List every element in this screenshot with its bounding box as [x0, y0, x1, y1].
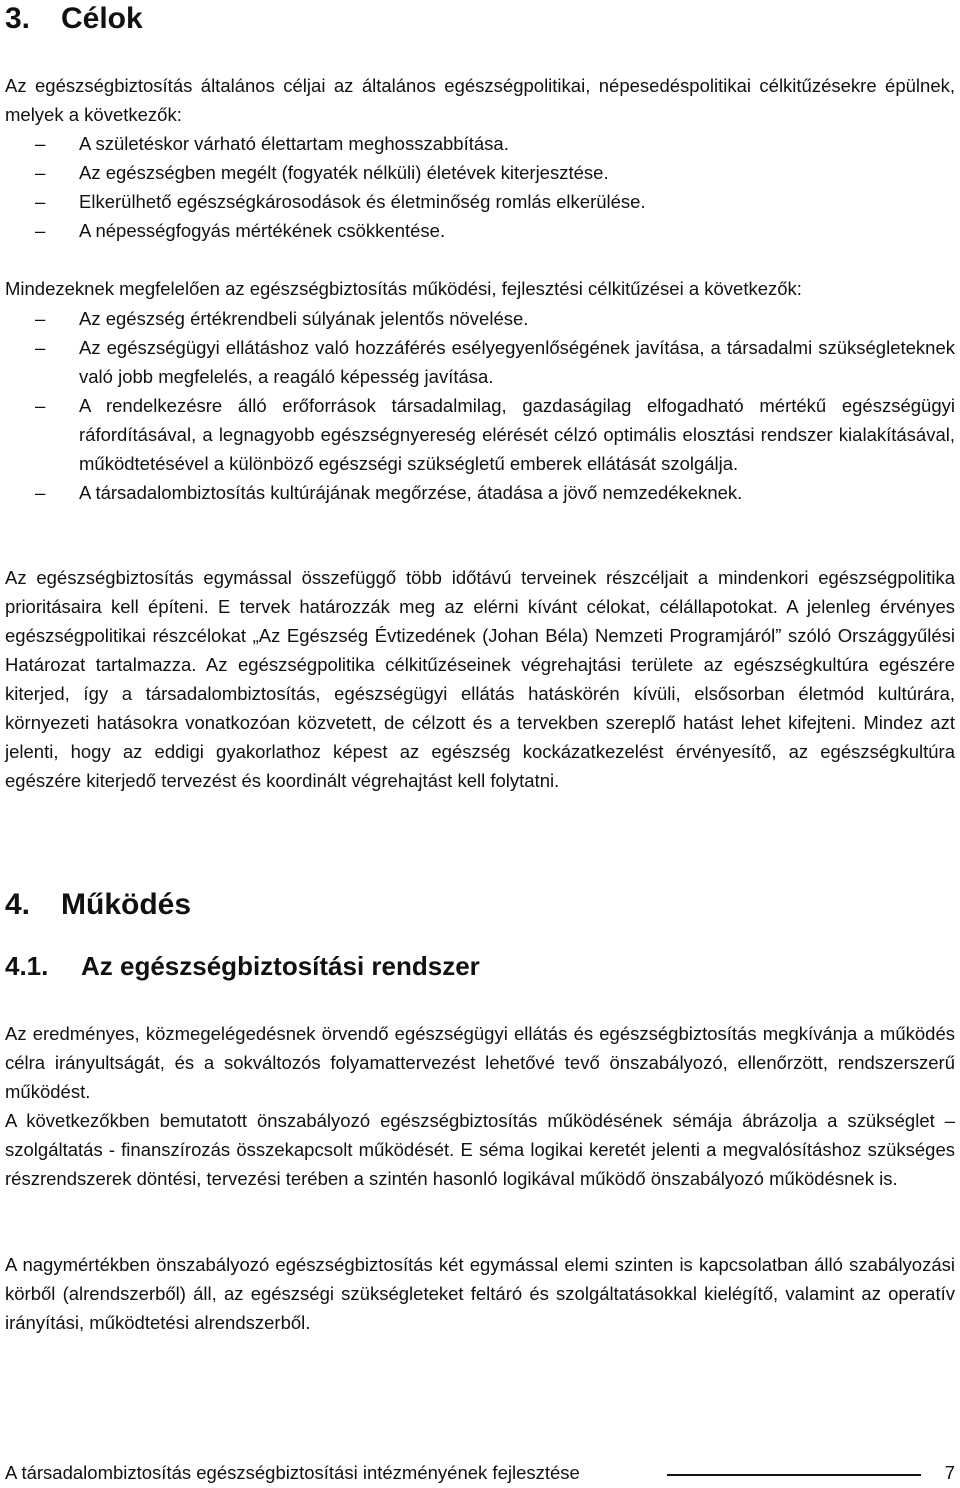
- dash-bullet: –: [35, 162, 46, 183]
- section-title: Az egészségbiztosítási rendszer: [81, 951, 480, 981]
- section-number: 4.: [5, 888, 31, 921]
- list-item: – Az egészségügyi ellátáshoz való hozzáférés esélyegyenlőségének javítása, a társadalmi szükségleteknek való jobb megfelelés, a reagáló képesség javítása.: [5, 333, 955, 391]
- policy-paragraph: Az egészségbiztosítás egymással összefüggő több időtávú terveinek részcéljait a mindenkori egészségpolitika prioritásaira kell építeni. E tervek határozzák meg az elérni kívánt célokat, célállapotokat. A jelenleg érvényes egészségpolitikai részcélokat „Az Egészség Évtizedének (Johan Béla) Nemzeti Programjáról” szóló Országgyűlési Határozat tartalmazza. Az egészségpolitika célkitűzéseinek végrehajtási területe az egészségkultúra egészére kiterjed, így a társadalombiztosítás, egészségügyi ellátás hatáskörén kívüli, elsősorban életmód kultúrára, környezeti hatásokra vonatkozóan közvetett, de célzott és a tervekben szereplő hatást lehet kifejteni. Mindez azt jelenti, hogy az eddigi gyakorlathoz képest az egészség kockázatkezelést érvényesítő, az egészségkultúra egészére kiterjedő tervezést és koordinált végrehajtást kell folytatni.: [5, 567, 955, 791]
- list-item: – A népességfogyás mértékének csökkentése.: [5, 216, 955, 245]
- footer-title: A társadalombiztosítás egészségbiztosítási intézményének fejlesztése: [5, 1462, 580, 1483]
- goals-list: [5, 129, 955, 245]
- list-item: – A rendelkezésre álló erőforrások társadalmilag, gazdaságilag elfogadható mértékű egészségügyi ráfordításával, a legnagyobb egészségnyereség elérését célzó optimális elosztási rendszer kialakításával, működtetésével a különböző egészségi szükségletű emberek ellátását szolgálja.: [5, 391, 955, 478]
- page-footer: [5, 1458, 955, 1488]
- section-title: Célok: [61, 2, 143, 35]
- dash-bullet: –: [35, 482, 46, 503]
- list-item: – Az egészségben megélt (fogyaték nélküli) életévek kiterjesztése.: [5, 158, 955, 187]
- paragraph-4-1-c: A nagymértékben önszabályozó egészségbiztosítás két egymással elemi szinten is kapcsolatban álló szabályozási körből (alrendszerből) áll, az egészségi szükségleteket feltáró és szolgáltatásokkal kielégítő, valamint az operatív irányítási, működtetési alrendszerből.: [5, 1254, 955, 1333]
- dash-bullet: –: [35, 133, 46, 154]
- footer-rule: [667, 1474, 921, 1476]
- section-3-heading: [5, 2, 143, 36]
- intro-paragraph: Az egészségbiztosítás általános céljai az általános egészségpolitikai, népesedéspolitikai célkitűzésekre épülnek, melyek a következők:: [5, 75, 955, 125]
- objectives-list: [5, 304, 955, 507]
- dash-bullet: –: [35, 220, 46, 241]
- section-number: 3.: [5, 2, 31, 35]
- section-4-1-heading: [5, 951, 480, 982]
- section-number: 4.1.: [5, 951, 49, 981]
- dash-bullet: –: [35, 395, 46, 416]
- objectives-intro: Mindezeknek megfelelően az egészségbiztosítás működési, fejlesztési célkitűzései a következők:: [5, 278, 802, 299]
- dash-bullet: –: [35, 308, 46, 329]
- list-item: – Az egészség értékrendbeli súlyának jelentős növelése.: [5, 304, 955, 333]
- list-item: – Elkerülhető egészségkárosodások és életminőség romlás elkerülése.: [5, 187, 955, 216]
- dash-bullet: –: [35, 191, 46, 212]
- dash-bullet: –: [35, 337, 46, 358]
- list-item: – A társadalombiztosítás kultúrájának megőrzése, átadása a jövő nemzedékeknek.: [5, 478, 955, 507]
- list-item: – A születéskor várható élettartam meghosszabbítása.: [5, 129, 955, 158]
- section-4-heading: [5, 888, 191, 922]
- paragraph-4-1-b: A következőkben bemutatott önszabályozó egészségbiztosítás működésének sémája ábrázolja a szükséglet – szolgáltatás - finanszírozás összekapcsolt működését. E séma logikai keretét jelenti a megvalósításhoz szükséges részrendszerek döntési, tervezési terében a szintén hasonló logikával működő önszabályozó működésnek is.: [5, 1110, 955, 1189]
- section-title: Működés: [61, 888, 192, 921]
- page-number: 7: [944, 1462, 955, 1483]
- paragraph-4-1-a: Az eredményes, közmegelégedésnek örvendő egészségügyi ellátás és egészségbiztosítás megkívánja a működés célra irányultságát, és a sokváltozós folyamattervezést lehetővé tevő önszabályozó, ellenőrzött, rendszerszerű működést.: [5, 1023, 955, 1102]
